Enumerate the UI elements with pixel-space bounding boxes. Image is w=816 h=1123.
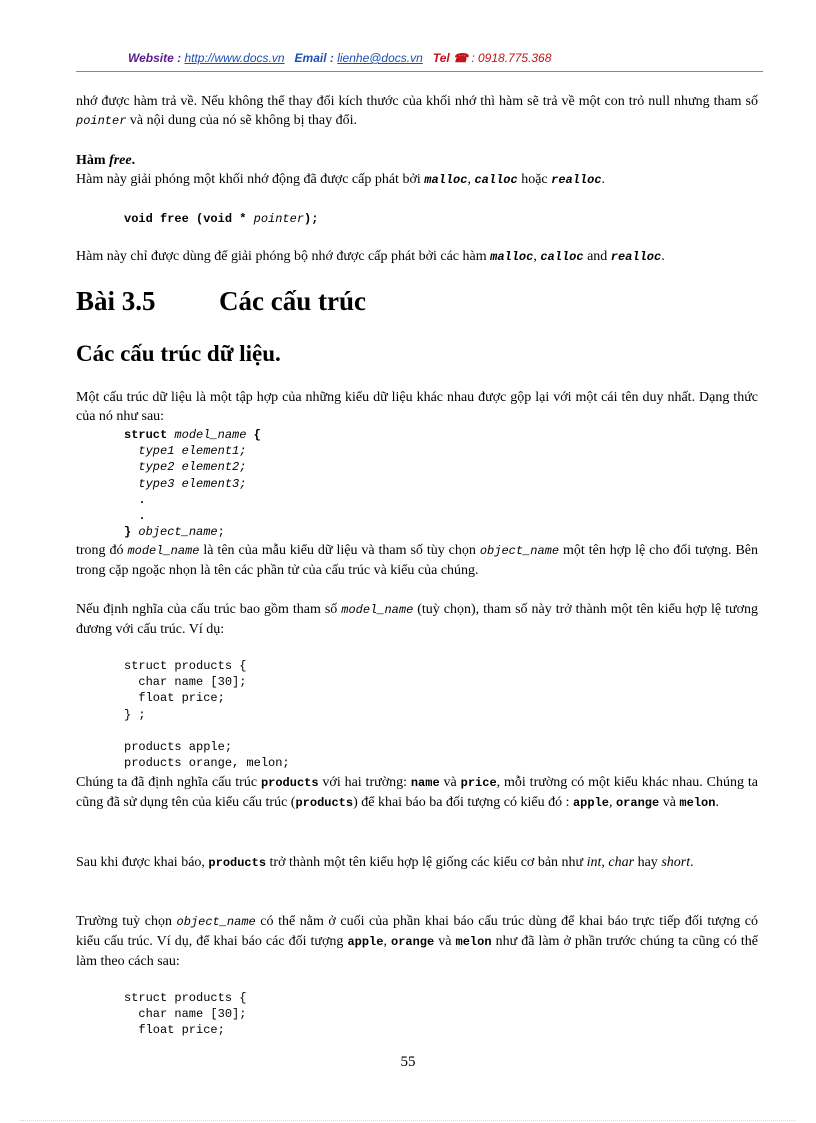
code-example-1: struct products { char name [30]; float price; } ; products apple; products orange, melon; — [124, 659, 290, 771]
text: nhớ được hàm trả về. Nếu không thể thay đổi kích thước của khối nhớ thì hàm sẽ trả về một con trỏ null — [76, 94, 671, 109]
para-products: Chúng ta đã định nghĩa cấu trúc products với hai trường: name và price, mỗi trường có một kiểu khác nhau. Chúng ta cũng đã sử dụng tên của kiểu cấu trúc (products) để khai báo ba đối tượng có kiểu đó : apple, orange và melon. — [76, 775, 758, 810]
email-label: Email — [294, 51, 327, 65]
footer-divider — [20, 1120, 796, 1121]
code-inline: pointer — [76, 114, 127, 128]
intro-paragraph: Một cấu trúc dữ liệu là một tập hợp của những kiểu dữ liệu khác nhau được gộp lại với một cái tên duy nhất. Dạng thức của nó như sau: — [76, 390, 758, 424]
para-object-name: Trường tuỳ chọn object_name có thể nằm ở cuối của phần khai báo cấu trúc dùng để khai báo trực tiếp đối tượng có kiểu cấu trúc. Ví dụ, để khai báo các đối tượng apple, orange và melon như đã làm ở phần trước chúng ta cũng có thể làm theo cách sau: — [76, 914, 758, 969]
website-sep: : — [173, 51, 185, 65]
email-link[interactable]: lienhe@docs.vn — [337, 51, 423, 65]
free-title: Hàm free. — [76, 153, 136, 168]
text: và nội dung của nó sẽ không bị thay đổi. — [126, 113, 357, 128]
section-heading — [76, 286, 366, 317]
code-example-2: struct products { char name [30]; float price; — [124, 991, 247, 1038]
header-divider — [76, 71, 763, 72]
section-number: Bài 3.5 — [76, 286, 156, 316]
text: nhưng tham số — [674, 94, 758, 109]
tel-label: Tel ☎ — [432, 51, 468, 65]
para-model-name: Nếu định nghĩa của cấu trúc bao gồm tham số model_name (tuỳ chọn), tham số này trở thành một tên kiểu hợp lệ tương đương với cấu trúc. Ví dụ: — [76, 602, 759, 637]
struct-declaration: struct model_name { type1 element1; type2 element2; type3 element3; . . } object_name; — [124, 428, 261, 540]
code-inline: realloc — [551, 173, 602, 187]
code-inline: calloc — [474, 173, 518, 187]
free-function-block: Hàm free. Hàm này giải phóng một khối nhớ động đã được cấp phát bởi malloc, calloc hoặc realloc. — [76, 153, 606, 187]
page-header — [128, 51, 551, 65]
website-link[interactable]: http://www.docs.vn — [184, 51, 285, 65]
subsection-heading: Các cấu trúc dữ liệu. — [76, 341, 281, 366]
website-label: Website — [128, 51, 174, 65]
free-signature: void free (void * pointer); — [124, 212, 319, 226]
para-type-name: Sau khi được khai báo, products trở thành một tên kiểu hợp lệ giống các kiểu cơ bản như int, char hay short. — [76, 855, 694, 870]
tel-number: : 0918.775.368 — [468, 51, 552, 65]
page-number: 55 — [400, 1054, 416, 1070]
paragraph-realloc-end — [76, 92, 758, 131]
email-sep: : — [326, 51, 338, 65]
code-inline: malloc — [424, 173, 468, 187]
free-note: Hàm này chỉ được dùng để giải phóng bộ nhớ được cấp phát bởi các hàm malloc, calloc and realloc. — [76, 249, 665, 264]
explain-paragraph: trong đó model_name là tên của mẫu kiểu dữ liệu và tham số tùy chọn object_name một tên hợp lệ cho đối tượng. Bên trong cặp ngoặc nhọn là tên các phần tử của cấu trúc và kiểu của chúng. — [76, 543, 758, 578]
section-title: Các cấu trúc — [219, 286, 366, 316]
text: Hàm này giải phóng một khối nhớ động đã được cấp phát bởi — [76, 172, 425, 187]
